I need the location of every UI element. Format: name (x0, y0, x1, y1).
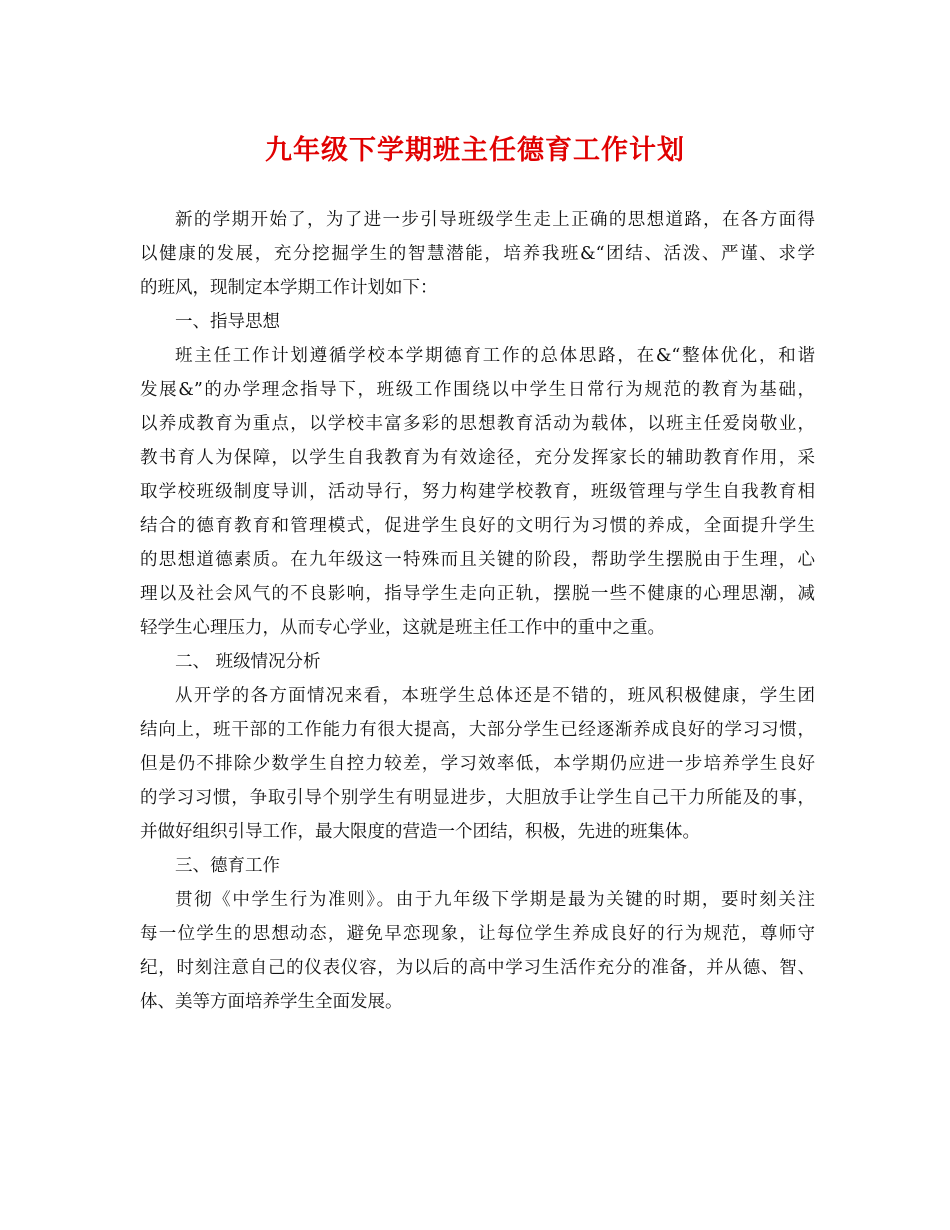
paragraph-line: 取学校班级制度导训，活动导行，努力构建学校教育，班级管理与学生自我教育相 (140, 482, 815, 502)
paragraph-line: 体、美等方面培养学生全面发展。 (140, 992, 403, 1012)
paragraph-line: 发展&”的办学理念指导下，班级工作围绕以中学生日常行为规范的教育为基础， (140, 380, 815, 400)
section-heading: 三、德育工作 (175, 856, 280, 876)
document-title: 九年级下学期班主任德育工作计划 (265, 135, 685, 166)
paragraph-line: 的班风，现制定本学期工作计划如下： (140, 278, 438, 298)
paragraph-line: 的思想道德素质。在九年级这一特殊而且关键的阶段，帮助学生摆脱由于生理，心 (140, 550, 815, 570)
paragraph-line: 但是仍不排除少数学生自控力较差，学习效率低，本学期仍应进一步培养学生良好 (140, 754, 815, 774)
paragraph-line: 班主任工作计划遵循学校本学期德育工作的总体思路，在&“整体优化，和谐 (175, 346, 815, 366)
paragraph-line: 以健康的发展，充分挖掘学生的智慧潜能，培养我班&“团结、活泼、严谨、求学 (140, 244, 815, 264)
section-heading: 一、指导思想 (175, 312, 280, 332)
paragraph-line: 以养成教育为重点，以学校丰富多彩的思想教育活动为载体，以班主任爱岗敬业， (140, 414, 815, 434)
section-heading: 二、 班级情况分析 (175, 652, 321, 672)
paragraph-line: 的学习习惯，争取引导个别学生有明显进步，大胆放手让学生自己干力所能及的事， (140, 788, 815, 808)
paragraph-line: 教书育人为保障，以学生自我教育为有效途径，充分发挥家长的辅助教育作用，采 (140, 448, 815, 468)
paragraph-line: 纪，时刻注意自己的仪表仪容，为以后的高中学习生活作充分的准备，并从德、智、 (140, 958, 815, 978)
document-body (140, 203, 815, 1019)
paragraph-line: 并做好组织引导工作，最大限度的营造一个团结，积极，先进的班集体。 (140, 822, 700, 842)
paragraph-line: 从开学的各方面情况来看，本班学生总体还是不错的，班风积极健康，学生团 (175, 686, 815, 706)
paragraph-line: 每一位学生的思想动态，避免早恋现象，让每位学生养成良好的行为规范，尊师守 (140, 924, 815, 944)
paragraph-line: 贯彻《中学生行为准则》。由于九年级下学期是最为关键的时期，要时刻关注 (175, 890, 815, 910)
paragraph-line: 轻学生心理压力，从而专心学业，这就是班主任工作中的重中之重。 (140, 618, 665, 638)
paragraph-line: 结合的德育教育和管理模式，促进学生良好的文明行为习惯的养成，全面提升学生 (140, 516, 815, 536)
paragraph-line: 结向上，班干部的工作能力有很大提高，大部分学生已经逐渐养成良好的学习习惯， (140, 720, 815, 740)
paragraph-line: 新的学期开始了，为了进一步引导班级学生走上正确的思想道路，在各方面得 (175, 210, 815, 230)
paragraph-line: 理以及社会风气的不良影响，指导学生走向正轨，摆脱一些不健康的心理思潮，减 (140, 584, 815, 604)
